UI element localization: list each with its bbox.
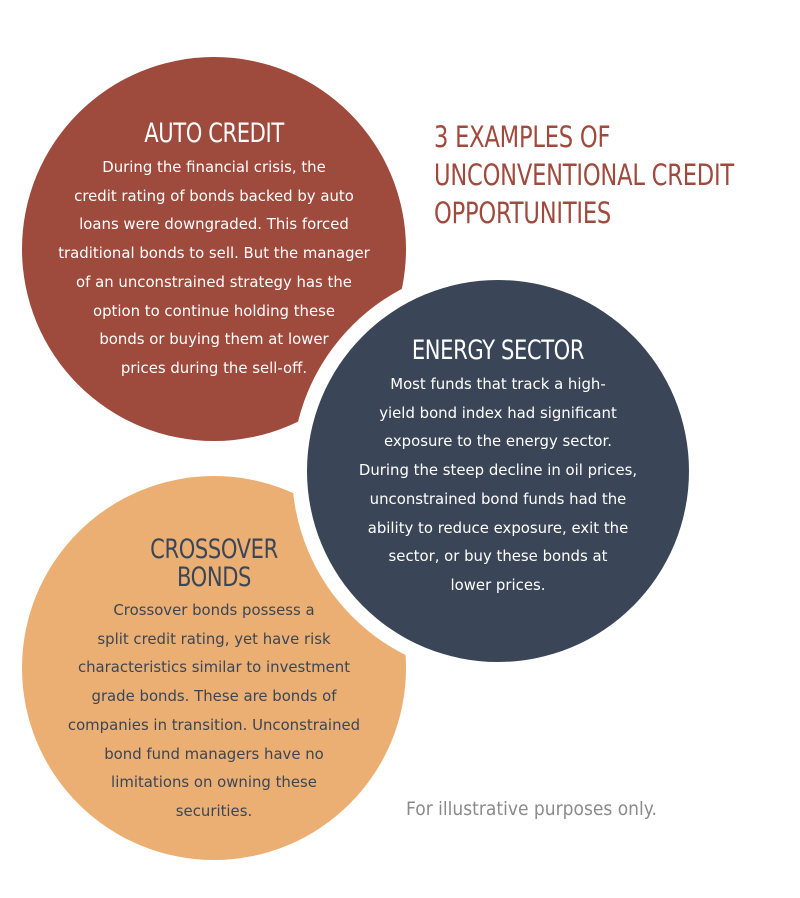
auto-credit-line: prices during the sell-off. xyxy=(120,358,308,377)
auto-credit-line: of an unconstrained strategy has the xyxy=(76,272,352,291)
auto-credit-line: credit rating of bonds backed by auto xyxy=(74,186,354,205)
crossover-bonds-line: limitations on owning these xyxy=(111,773,317,792)
crossover-bonds-line: Crossover bonds possess a xyxy=(113,601,315,619)
auto-credit-heading: AUTO CREDIT xyxy=(144,118,284,149)
auto-credit-line: loans were downgraded. This forced xyxy=(79,215,349,234)
crossover-bonds-line: split credit rating, yet have risk xyxy=(97,629,331,648)
crossover-bonds-heading-line: BONDS xyxy=(176,562,252,593)
energy-sector-line: ability to reduce exposure, exit the xyxy=(367,518,629,537)
diagram-title-line: UNCONVENTIONAL CREDIT xyxy=(434,158,734,192)
diagram-title-line: 3 EXAMPLES OF xyxy=(434,120,611,154)
energy-sector-line: lower prices. xyxy=(450,575,546,594)
auto-credit-line: traditional bonds to sell. But the manager xyxy=(58,244,370,263)
crossover-bonds-line: bond fund managers have no xyxy=(104,744,324,763)
auto-credit-line: bonds or buying them at lower xyxy=(99,330,329,349)
illustrative-note: For illustrative purposes only. xyxy=(406,798,657,820)
energy-sector-line: yield bond index had significant xyxy=(379,403,617,422)
energy-sector-line: sector, or buy these bonds at xyxy=(388,547,608,566)
crossover-bonds-line: grade bonds. These are bonds of xyxy=(91,687,337,706)
crossover-bonds-heading xyxy=(70,536,357,596)
energy-sector-line: unconstrained bond funds had the xyxy=(369,489,627,508)
auto-credit-line: option to continue holding these xyxy=(92,301,336,320)
crossover-bonds-line: characteristics similar to investment xyxy=(77,658,351,677)
energy-sector-heading: ENERGY SECTOR xyxy=(411,335,585,366)
crossover-bonds-heading-line: CROSSOVER xyxy=(150,534,278,565)
energy-sector-line: Most funds that track a high- xyxy=(390,375,606,393)
diagram-title-line: OPPORTUNITIES xyxy=(434,196,612,230)
diagram-title xyxy=(434,118,734,232)
crossover-bonds-block xyxy=(30,536,398,826)
crossover-bonds-line: companies in transition. Unconstrained xyxy=(67,715,361,734)
auto-credit-line: During the financial crisis, the xyxy=(102,158,326,176)
crossover-bonds-line: securities. xyxy=(175,801,253,820)
energy-sector-line: exposure to the energy sector. xyxy=(383,432,612,451)
energy-sector-line: During the steep decline in oil prices, xyxy=(358,461,638,480)
